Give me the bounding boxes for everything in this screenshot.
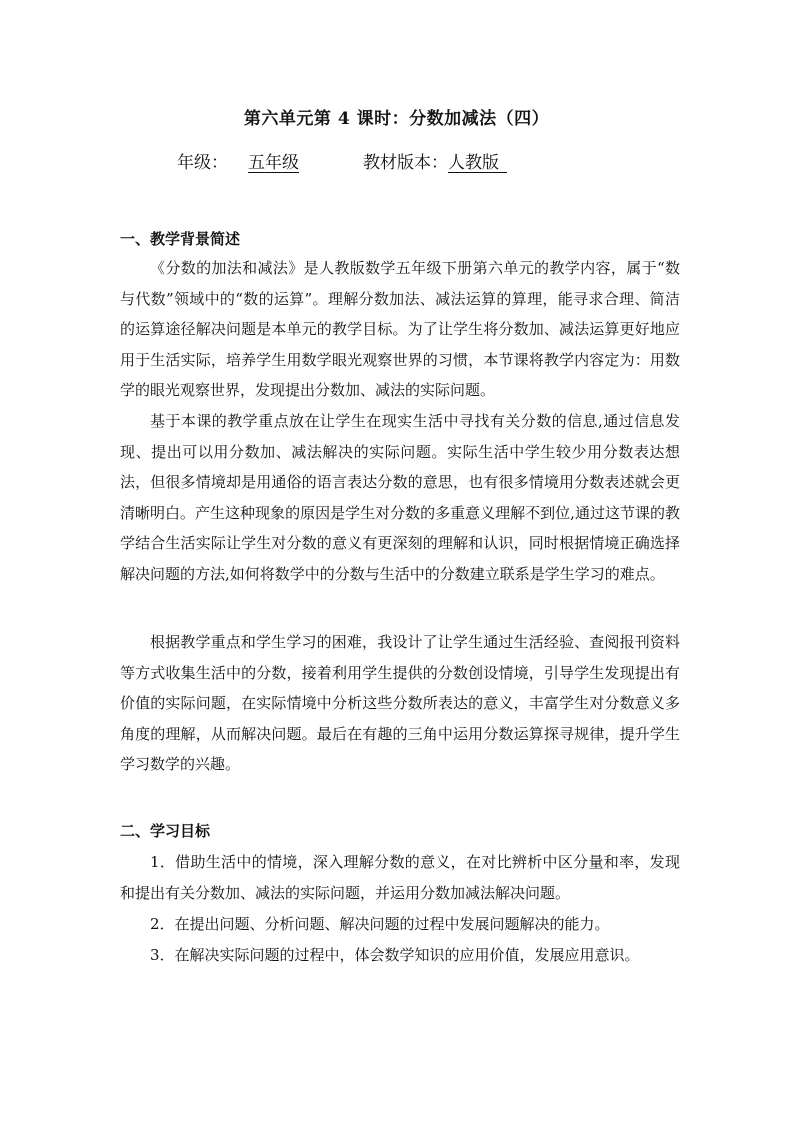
paragraph-2: 基于本课的教学重点放在让学生在现实生活中寻找有关分数的信息,通过信息发现、提出可以用分数加、减法解决的实际问题。实际生活中学生较少用分数表达想法，但很多情境却是用通俗的语言表达分数的意思，也有很多情境用分数表述就会更清晰明白。产生这种现象的原因是学生对分数的多重意义理解不到位,通过这节课的教学结合生活实际让学生对分数的意义有更深刻的理解和认识，同时根据情境正确选择解决问题的方法,如何将数学中的分数与生活中的分数建立联系是学生学习的难点。 — [120, 412, 680, 583]
grade-label: 年级： — [177, 153, 228, 173]
edition-label: 教材版本： — [363, 153, 448, 173]
paragraph-3: 根据教学重点和学生学习的困难，我设计了让学生通过生活经验、查阅报刊资料等方式收集生活中的分数，接着利用学生提供的分数创设情境，引导学生发现提出有价值的实际问题，在实际情境中分析这些分数所表达的意义，丰富学生对分数意义多角度的理解，从而解决问题。最后在有趣的三角中运用分数运算探寻规律，提升学生学习数学的兴趣。 — [120, 633, 680, 774]
paragraph-1: 《分数的加法和减法》是人教版数学五年级下册第六单元的教学内容，属于“数与代数”领域中的“数的运算”。理解分数加法、减法运算的算理，能寻求合理、简洁的运算途径解决问题是本单元的教学目标。为了让学生将分数加、减法运算更好地应用于生活实际，培养学生用数学眼光观察世界的习惯，本节课将教学内容定为：用数学的眼光观察世界，发现提出分数加、减法的实际问题。 — [120, 259, 680, 400]
section-heading-goals: 二、学习目标 — [120, 822, 211, 840]
goal-item-3: 3．在解决实际问题的过程中，体会数学知识的应用价值，发展应用意识。 — [150, 946, 640, 964]
lesson-title: 第六单元第 4 课时：分数加减法（四） — [243, 109, 550, 129]
goal-item-1: 1．借助生活中的情境，深入理解分数的意义，在对比辨析中区分量和率，发现和提出有关分数加、减法的实际问题，并运用分数加减法解决问题。 — [120, 853, 680, 902]
edition-value: 人教版 — [448, 154, 507, 173]
meta-row — [177, 148, 507, 173]
goal-item-2: 2．在提出问题、分析问题、解决问题的过程中发展问题解决的能力。 — [150, 915, 610, 933]
section-heading-background: 一、教学背景简述 — [120, 230, 241, 248]
grade-value: 五年级 — [248, 153, 299, 173]
